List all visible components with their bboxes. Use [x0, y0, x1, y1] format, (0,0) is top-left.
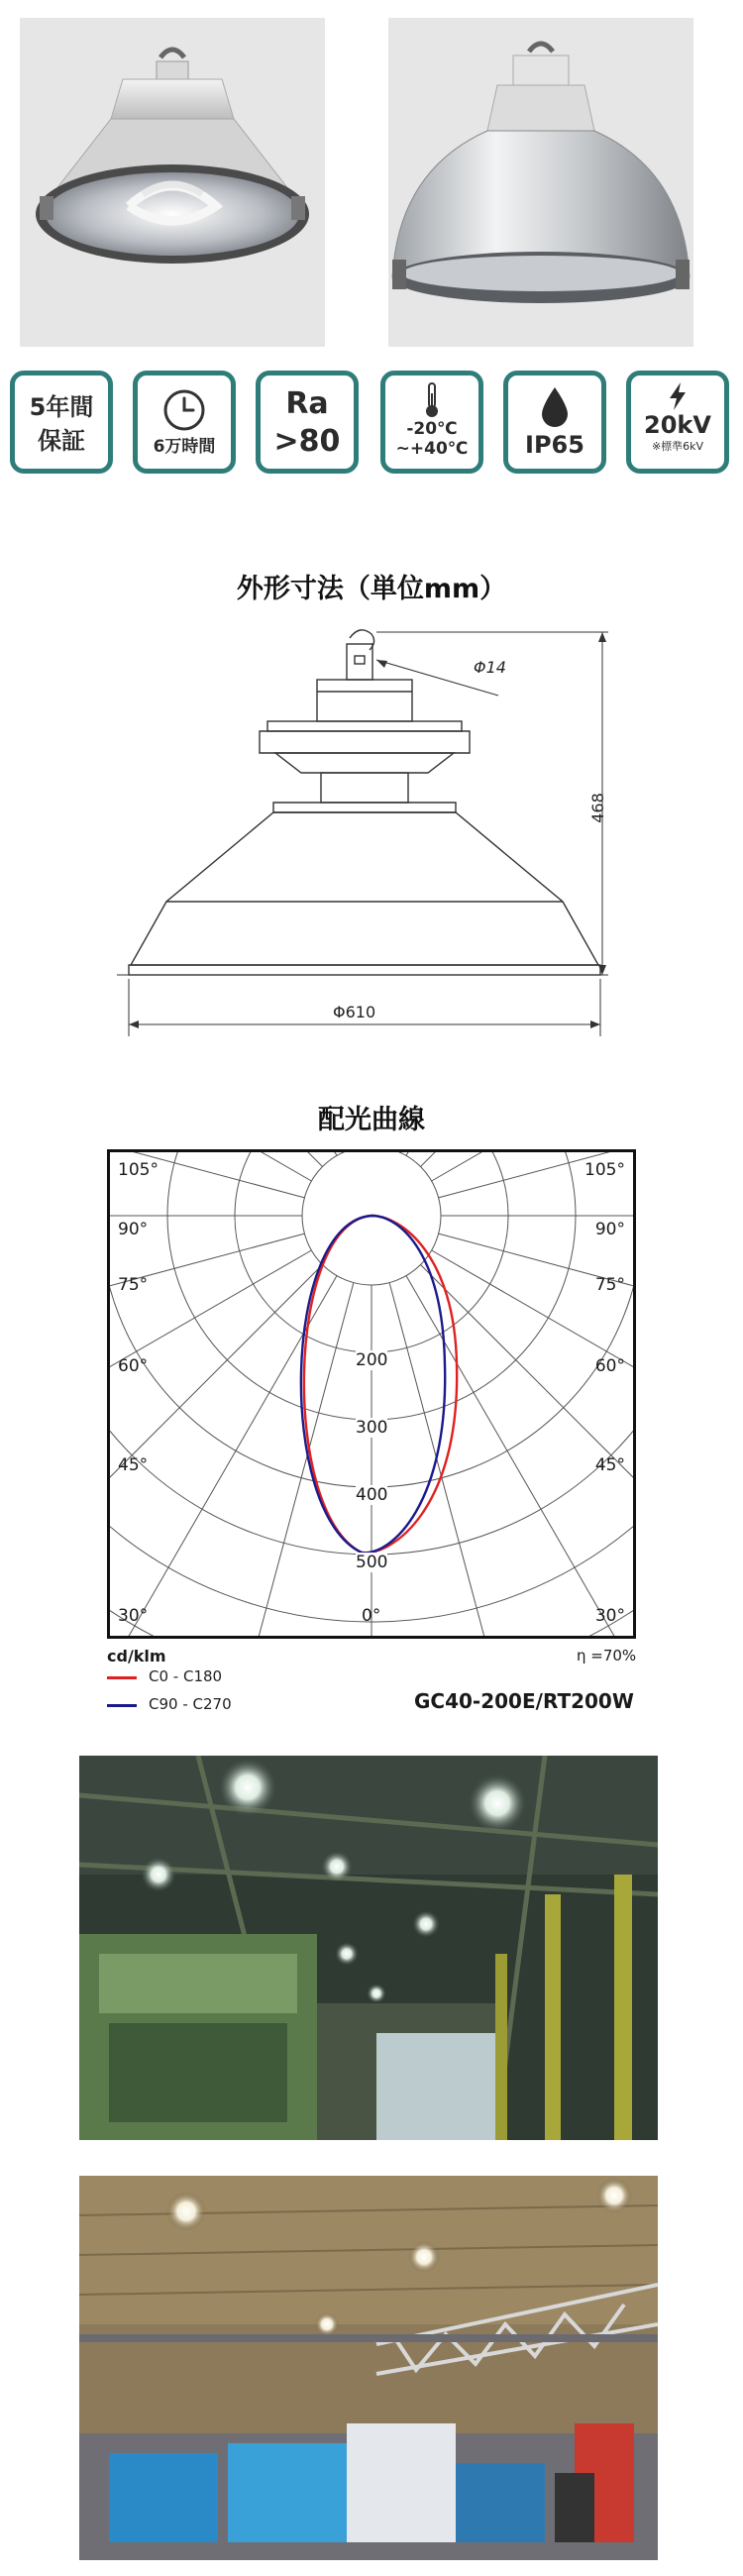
legend-label-c90: C90 - C270 [149, 1695, 232, 1713]
dim-height: 468 [587, 793, 607, 823]
angle-label-60-right: 60° [594, 1356, 625, 1376]
angle-label-90-right: 90° [594, 1220, 625, 1239]
clock-icon [161, 387, 207, 433]
product-photo-reflector-lamp [388, 18, 693, 347]
highbay-lamp-side-image [388, 18, 693, 347]
badge-surge-note: ※標準6kV [651, 440, 704, 453]
badge-ra [256, 371, 359, 474]
polar-efficiency: η =70% [577, 1647, 637, 1664]
polar-spoke [110, 1250, 311, 1562]
legend-swatch-red [107, 1676, 137, 1679]
badge-warranty-line1: 5年間 [29, 393, 94, 421]
radial-label-200: 200 [356, 1350, 388, 1370]
model-number: GC40-200E/RT200W [414, 1689, 634, 1713]
factory-scene-image [79, 1756, 658, 2140]
dim-phi610: Φ610 [333, 1003, 376, 1021]
lightning-icon [667, 381, 689, 411]
thermometer-icon [422, 381, 442, 419]
radial-label-300: 300 [356, 1418, 388, 1438]
radial-label-500: 500 [356, 1553, 388, 1572]
badge-lifetime [133, 371, 236, 474]
badge-surge-text: 20kV [644, 411, 711, 439]
badge-ip-text: IP65 [525, 431, 584, 459]
angle-label-105-left: 105° [118, 1160, 159, 1180]
badge-ra-line2: >80 [273, 424, 341, 459]
dimensions-title: 外形寸法（単位mm） [236, 574, 507, 604]
polar-spoke [192, 1283, 354, 1636]
badge-ip [503, 371, 606, 474]
badge-warranty [10, 371, 113, 474]
badge-ra-line1: Ra [285, 386, 329, 421]
angle-label-30-right: 30° [594, 1606, 625, 1626]
badge-temp-max: ~+40℃ [395, 439, 469, 459]
radial-label-400: 400 [356, 1485, 388, 1505]
polar-spoke [110, 1264, 323, 1636]
angle-label-45-right: 45° [594, 1455, 625, 1475]
warehouse-scene-image [79, 2176, 658, 2560]
angle-label-75-left: 75° [118, 1275, 149, 1295]
polar-diagram-frame [107, 1149, 636, 1639]
highbay-lamp-front-image [20, 18, 325, 347]
polar-title: 配光曲線 [318, 1105, 425, 1135]
badge-lifetime-text: 6万時間 [153, 437, 216, 457]
dimension-drawing [117, 616, 632, 1052]
angle-label-60-left: 60° [118, 1356, 149, 1376]
badge-warranty-line2: 保証 [38, 427, 85, 455]
angle-label-45-left: 45° [118, 1455, 149, 1475]
angle-label-75-right: 75° [594, 1275, 625, 1295]
angle-label-30-left: 30° [118, 1606, 149, 1626]
polar-spoke [389, 1283, 551, 1636]
application-photo-warehouse [79, 2176, 658, 2560]
legend-label-c0: C0 - C180 [149, 1667, 223, 1685]
polar-spoke [432, 1250, 633, 1562]
legend-swatch-blue [107, 1704, 137, 1707]
badge-surge [626, 371, 729, 474]
product-photo-open-lamp [20, 18, 325, 347]
badge-temperature [380, 371, 483, 474]
angle-label-90-left: 90° [118, 1220, 149, 1239]
water-drop-icon [539, 385, 571, 429]
dim-phi14: Φ14 [474, 658, 506, 677]
angle-label-0: 0° [362, 1606, 381, 1626]
application-photo-factory [79, 1756, 658, 2140]
angle-label-105-right: 105° [584, 1160, 625, 1180]
badge-temp-min: -20℃ [406, 419, 458, 439]
polar-unit: cd/klm [107, 1647, 166, 1665]
